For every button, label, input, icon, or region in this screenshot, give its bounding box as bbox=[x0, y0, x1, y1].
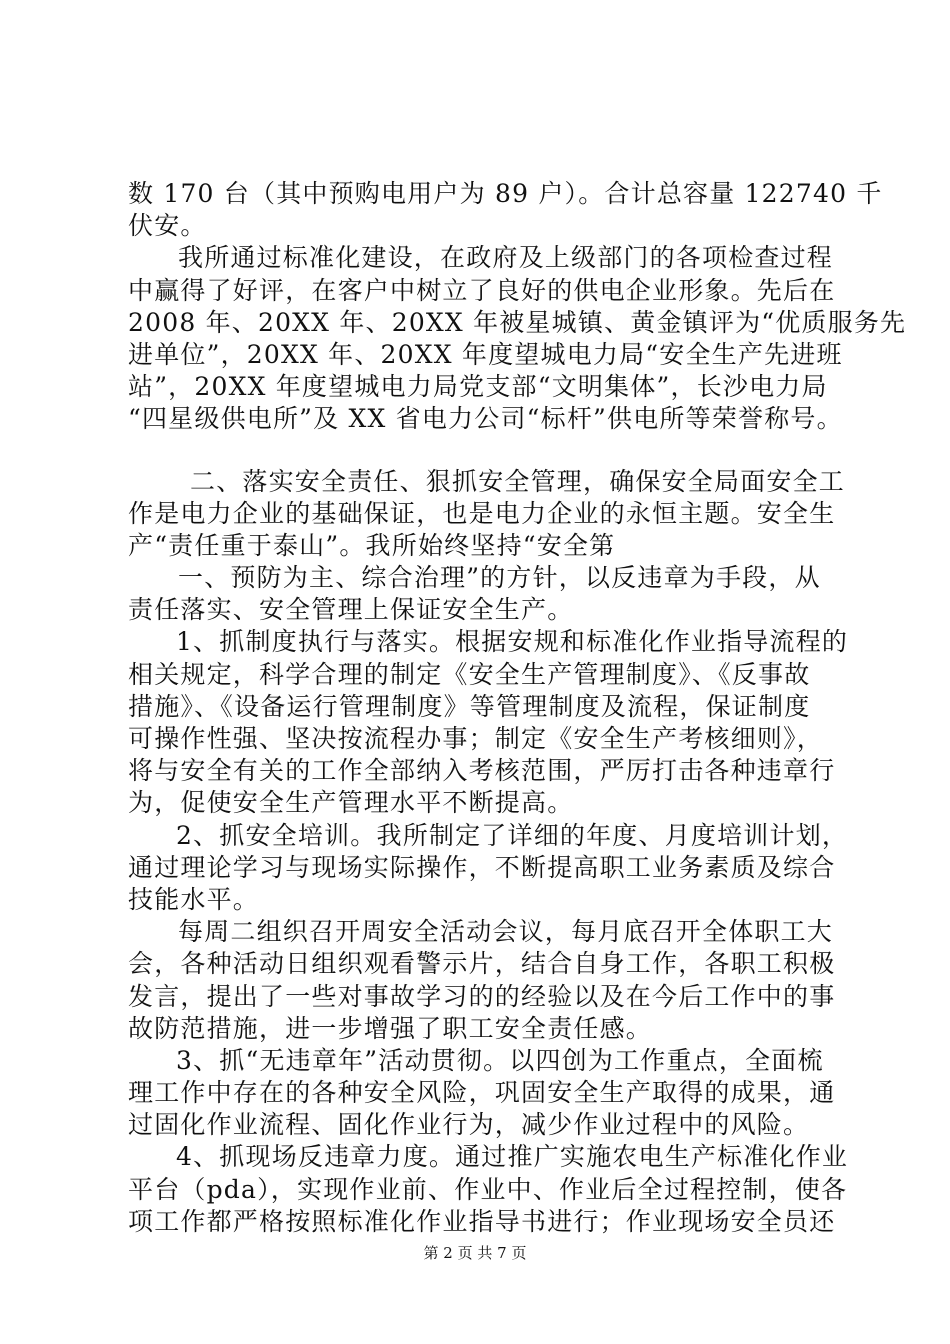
paragraph-gap bbox=[128, 436, 840, 466]
text-line: 4、抓现场反违章力度。通过推广实施农电生产标准化作业 bbox=[176, 1142, 849, 1172]
text-line: 技能水平。 bbox=[128, 884, 260, 914]
text-line: 平台（pda），实现作业前、作业中、作业后全过程控制，使各 bbox=[128, 1174, 848, 1204]
text-line: 1、抓制度执行与落实。根据安规和标准化作业指导流程的 bbox=[176, 627, 849, 657]
text-line: 故防范措施，进一步增强了职工安全责任感。 bbox=[128, 1013, 653, 1043]
page-number-footer: 第 2 页 共 7 页 bbox=[423, 1244, 527, 1262]
text-line: 责任落实、安全管理上保证安全生产。 bbox=[128, 595, 574, 625]
text-line: 项工作都严格按照标准化作业指导书进行；作业现场安全员还 bbox=[128, 1206, 836, 1236]
text-line: 进单位”，20XX 年、20XX 年度望城电力局“安全生产先进班 bbox=[128, 339, 843, 369]
text-line: 相关规定，科学合理的制定《安全生产管理制度》、《反事故 bbox=[128, 659, 811, 689]
text-line: 为，促使安全生产管理水平不断提高。 bbox=[128, 788, 574, 818]
section-heading-line: 二、落实安全责任、狠抓安全管理，确保安全局面安全工 bbox=[190, 466, 846, 496]
text-line: 措施》、《设备运行管理制度》等管理制度及流程，保证制度 bbox=[128, 691, 811, 721]
text-line: 一、预防为主、综合治理”的方针，以反违章为手段，从 bbox=[178, 563, 821, 593]
text-line: 伏安。 bbox=[128, 211, 207, 241]
text-line: 将与安全有关的工作全部纳入考核范围，严厉打击各种违章行 bbox=[128, 756, 836, 786]
text-line: 发言，提出了一些对事故学习的的经验以及在今后工作中的事 bbox=[128, 981, 836, 1011]
text-line: 会，各种活动日组织观看警示片，结合自身工作，各职工积极 bbox=[128, 949, 836, 979]
text-line: 每周二组织召开周安全活动会议，每月底召开全体职工大 bbox=[178, 917, 834, 947]
text-line: 通过理论学习与现场实际操作，不断提高职工业务素质及综合 bbox=[128, 852, 836, 882]
text-line: 过固化作业流程、固化作业行为，减少作业过程中的风险。 bbox=[128, 1110, 810, 1140]
text-line: 站”，20XX 年度望城电力局党支部“文明集体”，长沙电力局 bbox=[128, 372, 828, 402]
document-body bbox=[128, 178, 907, 1238]
text-line: 产“责任重于泰山”。我所始终坚持“安全第 bbox=[128, 530, 616, 560]
text-line: “四星级供电所”及 XX 省电力公司“标杆”供电所等荣誉称号。 bbox=[128, 404, 843, 434]
text-line: 2008 年、20XX 年、20XX 年被星城镇、黄金镇评为“优质服务先 bbox=[128, 307, 907, 337]
text-line: 理工作中存在的各种安全风险，巩固安全生产取得的成果，通 bbox=[128, 1078, 836, 1108]
text-line: 2、抓安全培训。我所制定了详细的年度、月度培训计划， bbox=[176, 820, 849, 850]
text-line: 数 170 台（其中预购电用户为 89 户）。合计总容量 122740 千 bbox=[128, 179, 883, 208]
text-line: 可操作性强、坚决按流程办事；制定《安全生产考核细则》， bbox=[128, 724, 823, 753]
text-line: 3、抓“无违章年”活动贯彻。以四创为工作重点，全面梳 bbox=[176, 1045, 824, 1075]
text-line: 中赢得了好评，在客户中树立了良好的供电企业形象。先后在 bbox=[128, 275, 836, 305]
text-line: 我所通过标准化建设，在政府及上级部门的各项检查过程 bbox=[178, 243, 834, 273]
text-line: 作是电力企业的基础保证，也是电力企业的永恒主题。安全生 bbox=[128, 498, 836, 528]
